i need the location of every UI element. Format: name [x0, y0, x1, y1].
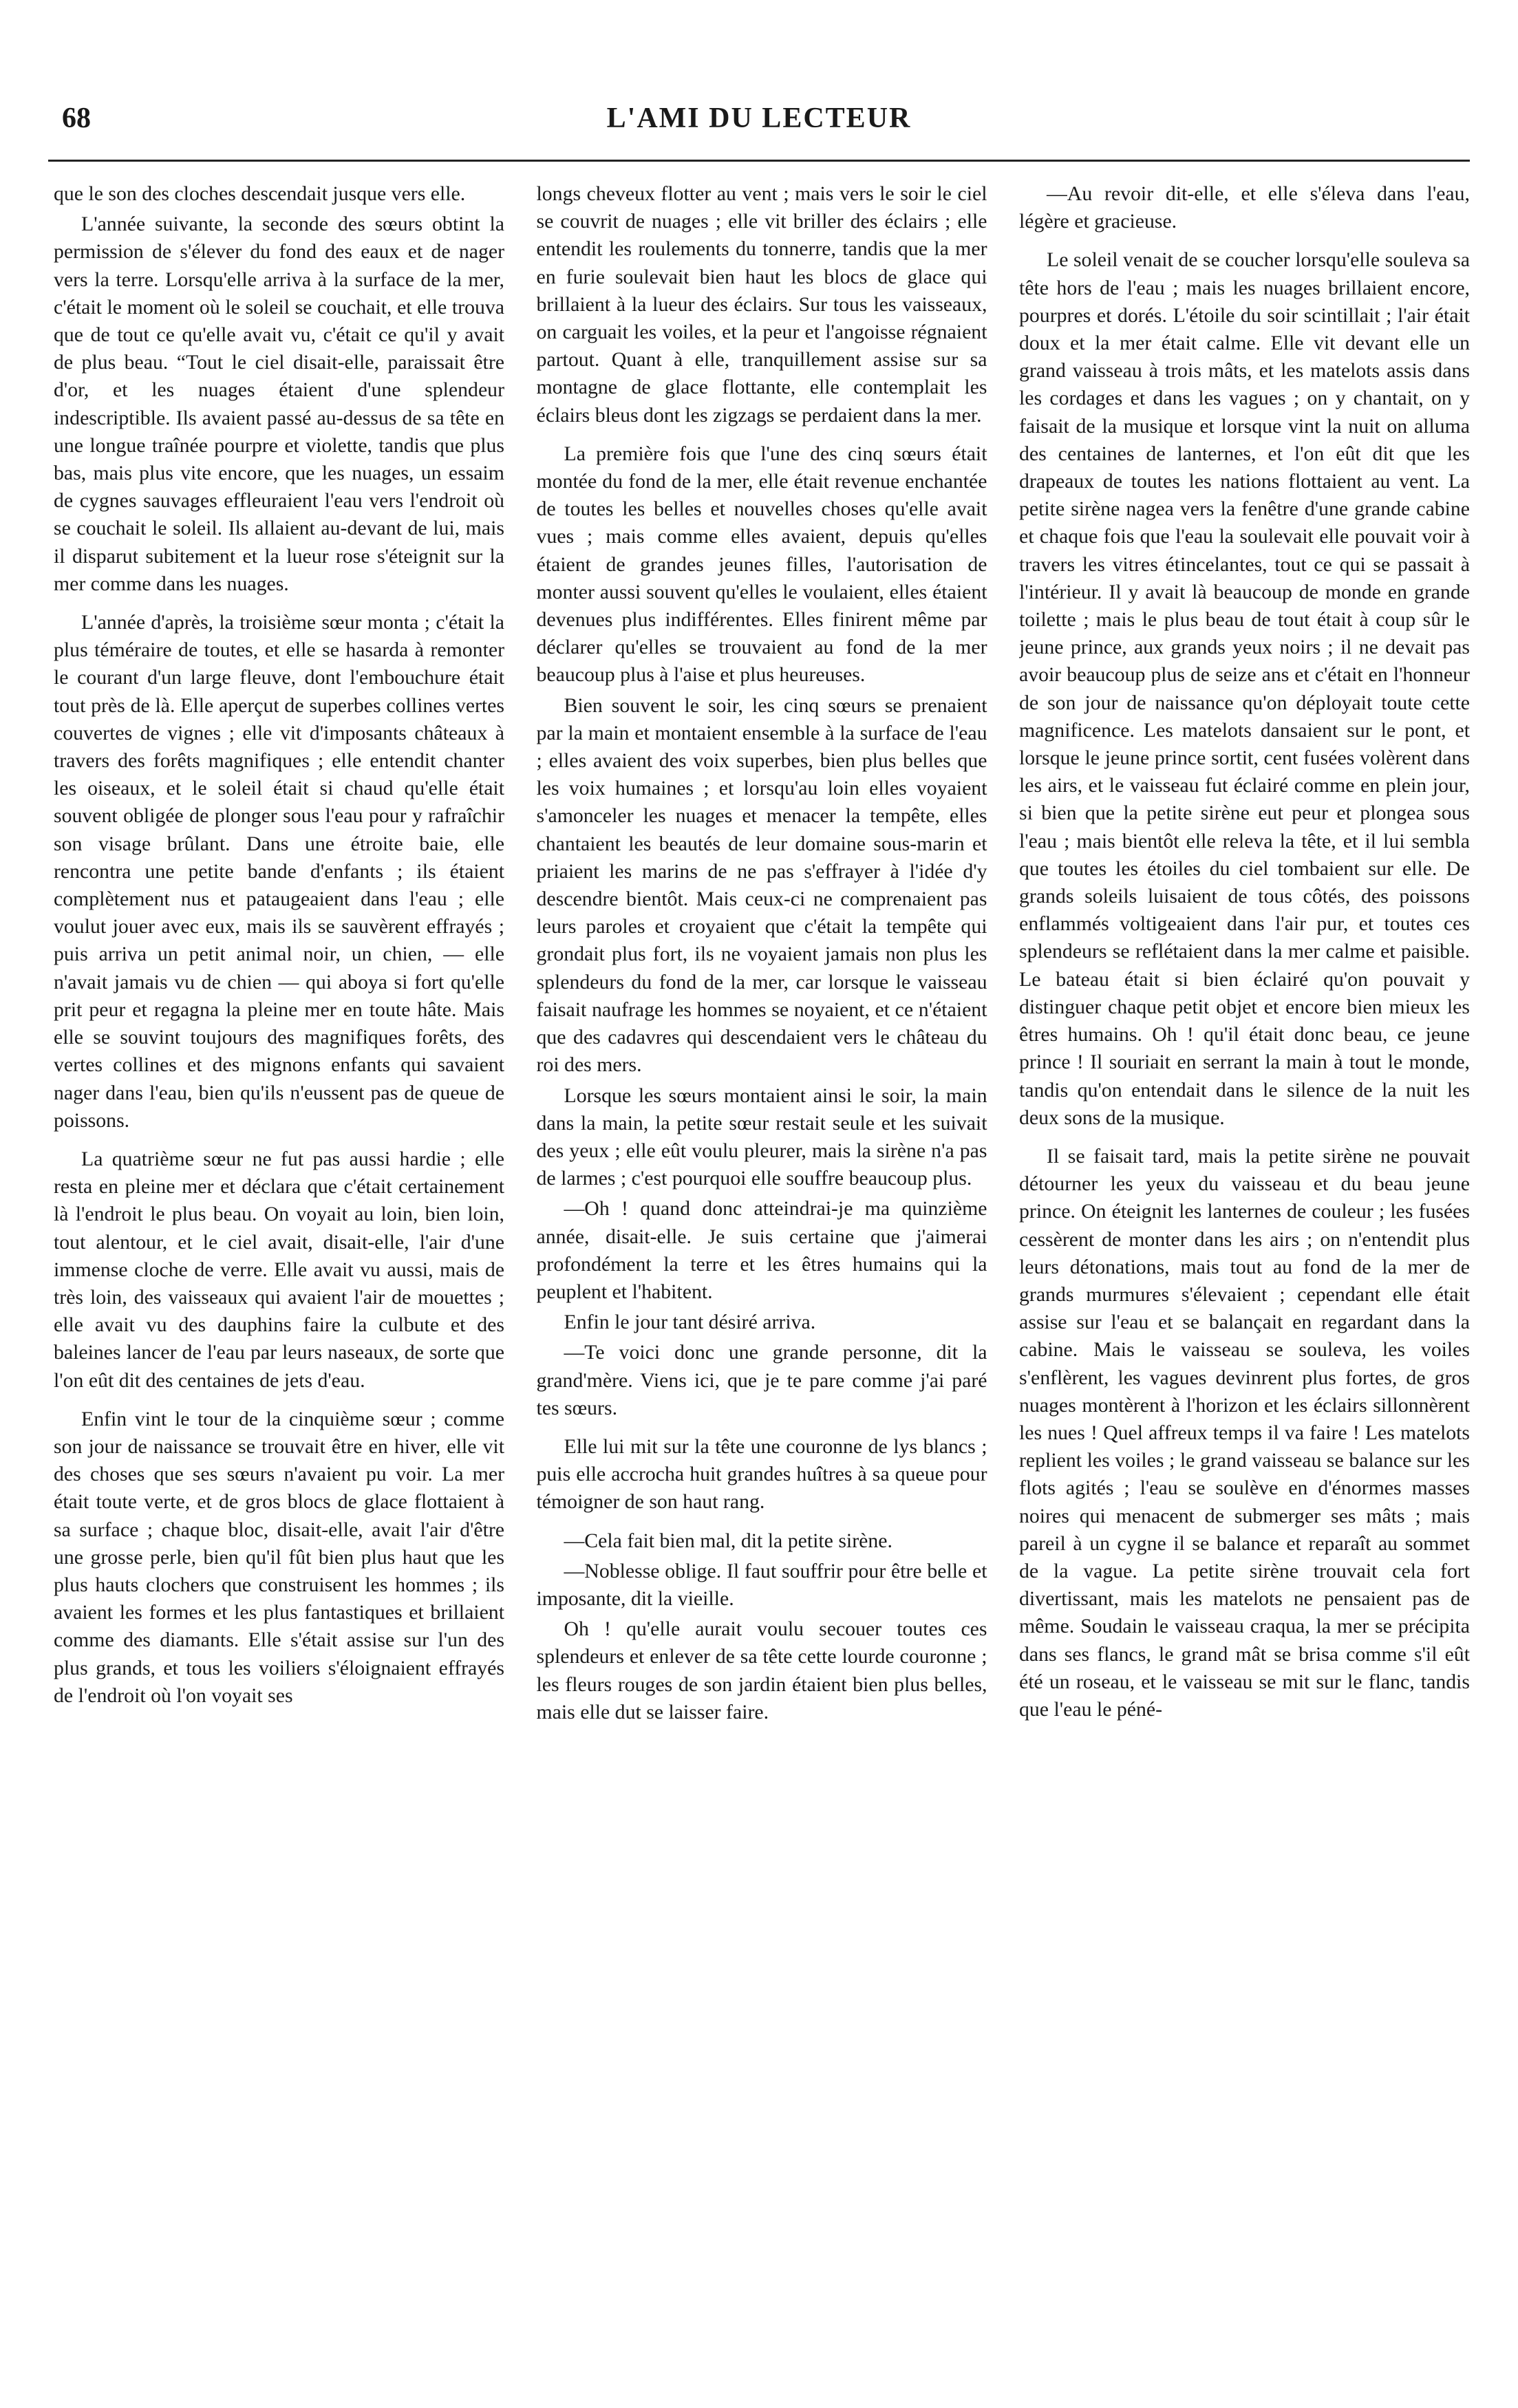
running-title: L'AMI DU LECTEUR: [606, 103, 912, 134]
paragraph: Enfin vint le tour de la cinquième sœur ; comme son jour de naissance se trouvait être en hiver, elle vit des choses que ses sœurs n'avaient pu voir. La mer était toute verte, et de gros blocs de glace flottaient à sa surface ; chaque bloc, disait-elle, avait l'air d'être une grosse perle, bien qu'il fût bien plus haut que les plus hauts clochers que construisent les hommes ; ils avaient les formes et les plus fantastiques et brillaient comme des diamants. Elle s'était assise sur l'un des plus grands, et tous les voiliers s'éloignaient effrayés de l'endroit où l'on voyait ses: [54, 1407, 504, 1707]
paragraph: —Noblesse oblige. Il faut souffrir pour être belle et imposante, dit la vieille.: [536, 1559, 987, 1610]
paragraph: Oh ! qu'elle aurait voulu secouer toutes ces splendeurs et enlever de sa tête cette lourde couronne ; les fleurs rouges de son jardin étaient bien plus belles, mais elle dut se laisser faire.: [536, 1617, 987, 1723]
paragraph: longs cheveux flotter au vent ; mais vers le soir le ciel se couvrit de nuages ; elle vit briller des éclairs ; elle entendit les roulements du tonnerre, tandis que la mer en furie soulevait bien haut les blocs de glace qui brillaient à la lueur des éclairs. Sur tous les vaisseaux, on carguait les voiles, et la peur et l'angoisse régnaient partout. Quant à elle, tranquillement assise sur sa montagne de glace flottante, elle contemplait les éclairs bleus dont les zigzags se perdaient dans la mer.: [536, 182, 987, 427]
column-right: [1019, 180, 1470, 2320]
paragraph: Lorsque les sœurs montaient ainsi le soir, la main dans la main, la petite sœur restait seule et les suivait des yeux ; elle eût voulu pleurer, mais la sirène n'a pas de larmes ; c'est pourquoi elle souffre beaucoup plus.: [536, 1084, 987, 1190]
paragraph: que le son des cloches descendait jusque vers elle.: [54, 182, 466, 205]
text-columns: [54, 180, 1470, 2320]
paragraph: Enfin le jour tant désiré arriva.: [564, 1311, 816, 1334]
page-number: 68: [62, 103, 91, 134]
paragraph: —Cela fait bien mal, dit la petite sirène.: [564, 1529, 892, 1552]
paragraph: —Oh ! quand donc atteindrai-je ma quinzième année, disait-elle. Je suis certaine que j'aimerai profondément la terre et les êtres humains qui la peuplent et l'habitent.: [536, 1197, 987, 1303]
paragraph: L'année suivante, la seconde des sœurs obtint la permission de s'élever du fond des eaux et de nager vers la terre. Lorsqu'elle arriva à la surface de la mer, c'était le moment où le soleil se couchait, et elle trouva que de tout ce qu'elle avait vu, c'était ce qu'il y avait de plus beau. “Tout le ciel disait-elle, paraissait être d'or, et les nuages étaient d'une splendeur indescriptible. Ils avaient passé au-dessus de sa tête en une longue traînée pourpre et violette, tandis que plus bas, mais plus vite encore, que les nuages, un essaim de cygnes sauvages effleuraient l'eau vers l'endroit où se couchait le soleil. Ils allaient au-devant de lui, mais il disparut subitement et la lueur rose s'éteignit sur la mer comme dans les nuages.: [54, 213, 504, 595]
page-header: [47, 95, 1471, 150]
paragraph: —Au revoir dit-elle, et elle s'éleva dans l'eau, légère et gracieuse.: [1019, 182, 1470, 233]
paragraph: Le soleil venait de se coucher lorsqu'elle souleva sa tête hors de l'eau ; mais les nuages brillaient encore, pourpres et dorés. L'étoile du soir scintillait ; l'air était doux et la mer était calme. Elle vit devant elle un grand vaisseau à trois mâts, et les matelots assis dans les cordages et dans les vagues ; on y chantait, on y faisait de la musique et lorsque vint la nuit on alluma des centaines de lanternes, et l'on eût dit que les drapeaux de toutes les nations flottaient au vent. La petite sirène nagea vers la fenêtre d'une grande cabine et chaque fois que l'eau la soulevait elle pouvait voir à travers les vitres étincelantes, tout ce qui se passait à l'intérieur. Il y avait là beaucoup de monde en grande toilette ; mais le plus beau de tout était à coup sûr le jeune prince, aux grands yeux noirs ; il ne devait pas avoir beaucoup plus de seize ans et c'était en l'honneur de son jour de naissance qu'on déployait toute cette magnificence. Les matelots dansaient sur le pont, et lorsque le jeune prince sortit, cent fusées volèrent dans les airs, et le vaisseau fut éclairé comme en plein jour, si bien que la petite sirène eut peur et plongea sous l'eau ; mais bientôt elle releva la tête, et il lui sembla que toutes les étoiles du ciel tombaient sur elle. De grands soleils luisaient de tous côtés, des poissons enflammés voltigeaient dans l'air pur, et toutes ces splendeurs se reflétaient dans la mer calme et paisible. Le bateau était si bien éclairé qu'on pouvait y distinguer chaque petit objet et encore bien mieux les êtres humains. Oh ! qu'il était donc beau, ce jeune prince ! Il souriait en serrant la main à tout le monde, tandis qu'on entendait dans le silence de la nuit les deux sons de la musique.: [1019, 248, 1470, 1129]
paragraph: Bien souvent le soir, les cinq sœurs se prenaient par la main et montaient ensemble à la surface de l'eau ; elles avaient des voix superbes, bien plus belles que les voix humaines ; et lorsqu'au loin elles voyaient s'amonceler les nuages et menacer la tempête, elles chantaient les beautés de leur domaine sous-marin et priaient les marins de ne pas s'effrayer à l'idée d'y descendre bientôt. Mais ceux-ci ne comprenaient pas leurs paroles et croyaient que c'était la tempête qui grondait plus fort, ils ne voyaient jamais non plus les splendeurs du fond de la mer, car lorsque le vaisseau faisait naufrage les hommes se noyaient, et ce n'étaient que des cadavres qui descendaient vers le château du roi des mers.: [536, 694, 987, 1077]
paragraph: L'année d'après, la troisième sœur monta ; c'était la plus téméraire de toutes, et elle se hasarda à remonter le courant d'un large fleuve, dont l'embouchure était tout près de là. Elle aperçut de superbes collines vertes couvertes de vignes ; elle vit d'imposants châteaux à travers des forêts magnifiques ; elle entendit chanter les oiseaux, et le soleil était si chaud qu'elle était souvent obligée de plonger sous l'eau pour y rafraîchir son visage brûlant. Dans une étroite baie, elle rencontra une petite bande d'enfants ; ils étaient complètement nus et pataugeaient dans l'eau ; elle voulut jouer avec eux, mais ils se sauvèrent effrayés ; puis arriva un petit animal noir, un chien, — elle n'avait jamais vu de chien — qui aboya si fort qu'elle prit peur et regagna la pleine mer en toute hâte. Mais elle se souvint toujours des magnifiques forêts, des vertes collines et des mignons enfants qui savaient nager dans l'eau, bien qu'ils n'eussent pas de queue de poissons.: [54, 611, 504, 1132]
paragraph: Il se faisait tard, mais la petite sirène ne pouvait détourner les yeux du vaisseau et du beau jeune prince. On éteignit les lanternes de couleur ; les fusées cessèrent de monter dans les airs ; on n'entendit plus leurs détonations, mais tout au fond de la mer de grands murmures s'élevaient ; cependant elle était assise sur l'eau et se balançait en regardant dans la cabine. Mais le vaisseau se souleva, les voiles s'enflèrent, les vagues devinrent plus fortes, de gros nuages montèrent à l'horizon et les éclairs sillonnèrent les nues ! Quel affreux temps il va faire ! Les matelots replient les voiles ; le grand vaisseau se balance sur les flots agités ; l'eau se soulève en d'énormes masses noires qui menacent de submerger ses mâts ; mais pareil à un cygne il se balance et reparaît au sommet de la vague. La petite sirène trouvait cela fort divertissant, mais les matelots ne pensaient pas de même. Soudain le vaisseau craqua, la mer se précipita dans ses flancs, le grand mât se brisa comme s'il eût été un roseau, et le vaisseau se mit sur le flanc, tandis que l'eau le péné-: [1019, 1144, 1470, 1721]
paragraph: —Te voici donc une grande personne, dit la grand'mère. Viens ici, que je te pare comme j'ai paré tes sœurs.: [536, 1341, 987, 1419]
paragraph: Elle lui mit sur la tête une couronne de lys blancs ; puis elle accrocha huit grandes huîtres à sa queue pour témoigner de son haut rang.: [536, 1434, 987, 1514]
header-rule: [48, 160, 1470, 162]
paragraph: La première fois que l'une des cinq sœurs était montée du fond de la mer, elle était revenue enchantée de toutes les belles et nouvelles choses qu'elle avait vues ; mais comme elles avaient, depuis qu'elles étaient de grandes jeunes filles, l'autorisation de monter aussi souvent qu'elles le voulaient, elles étaient devenues plus indifférentes. Elles finirent même par déclarer qu'elles se trouvaient au fond de la mer beaucoup plus à l'aise et plus heureuses.: [536, 442, 987, 687]
column-left: [54, 180, 504, 2320]
column-middle: [537, 180, 987, 2320]
paragraph: La quatrième sœur ne fut pas aussi hardie ; elle resta en pleine mer et déclara que c'était certainement là l'endroit le plus beau. On voyait au loin, bien loin, tout alentour, et le ciel avait, disait-elle, l'air d'une immense cloche de verre. Elle avait vu aussi, mais de très loin, des vaisseaux qui avaient l'air de mouettes ; elle avait vu des dauphins faire la culbute et des baleines lancer de l'eau par leurs naseaux, de sorte que l'on eût dit des centaines de jets d'eau.: [54, 1147, 504, 1392]
